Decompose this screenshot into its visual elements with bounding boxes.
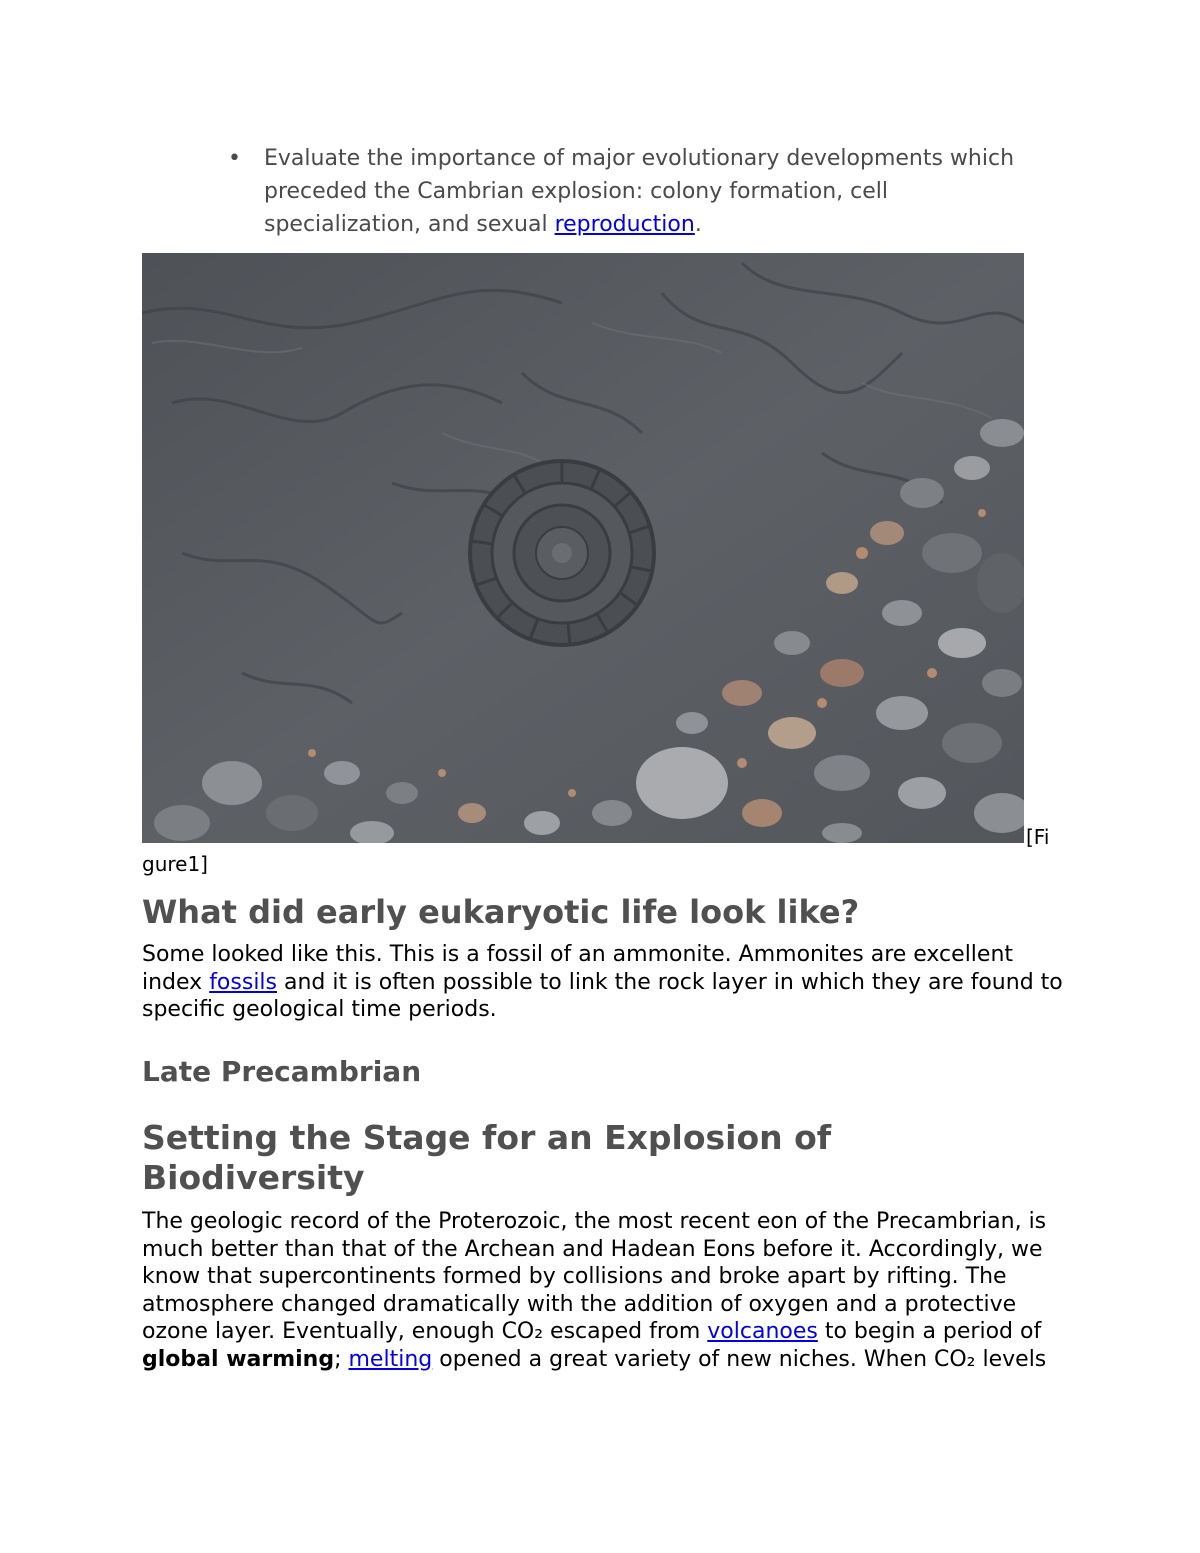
- objective-text: Evaluate the importance of major evolutionary developments which preceded the Cambrian explosion: colony formation, cell specialization, and sexual: [264, 146, 1015, 237]
- fossils-link[interactable]: fossils: [209, 969, 278, 995]
- ammonite-photo: [142, 253, 1024, 843]
- para2-text-2: to begin a period of: [817, 1319, 1042, 1344]
- para1-text-end: and it is often possible to link the rock layer in which they are found to specific geological time periods.: [142, 969, 1063, 1022]
- volcanoes-link[interactable]: volcanoes: [707, 1319, 818, 1344]
- proterozoic-paragraph: [142, 1208, 1072, 1373]
- objective-list: [228, 142, 1028, 241]
- heading-late-precambrian: Late Precambrian: [142, 1055, 422, 1088]
- global-warming-term: global warming: [142, 1346, 335, 1372]
- melting-link[interactable]: melting: [348, 1346, 433, 1372]
- figure-caption-start: [Fi: [1026, 825, 1050, 849]
- objective-text-end: .: [694, 212, 702, 237]
- ammonite-paragraph: [142, 941, 1072, 1024]
- para2-text-4: opened a great variety of new niches. When CO₂ levels: [432, 1346, 1047, 1372]
- heading-early-eukaryotic-life: What did early eukaryotic life look like?: [142, 893, 860, 931]
- para2-text-3: ;: [334, 1346, 349, 1372]
- para2-text-1: The geologic record of the Proterozoic, the most recent eon of the Precambrian, is much better than that of the Archean and Hadean Eons before it. Accordingly, we know that supercontinents formed by collisions and broke apart by rifting. The atmosphere changed dramatically with the addition of oxygen and a protective ozone layer. Eventually, enough CO₂ escaped from: [142, 1209, 1047, 1344]
- heading-setting-the-stage: Setting the Stage for an Explosion of Biodiversity: [142, 1118, 832, 1197]
- bullet-marker: •: [228, 146, 241, 171]
- reproduction-link[interactable]: reproduction: [554, 212, 695, 237]
- objective-item: [264, 142, 1028, 241]
- figure-caption-end: gure1]: [142, 852, 208, 876]
- para1-text: Some looked like this. This is a fossil of an ammonite. Ammonites are excellent index: [142, 942, 1014, 995]
